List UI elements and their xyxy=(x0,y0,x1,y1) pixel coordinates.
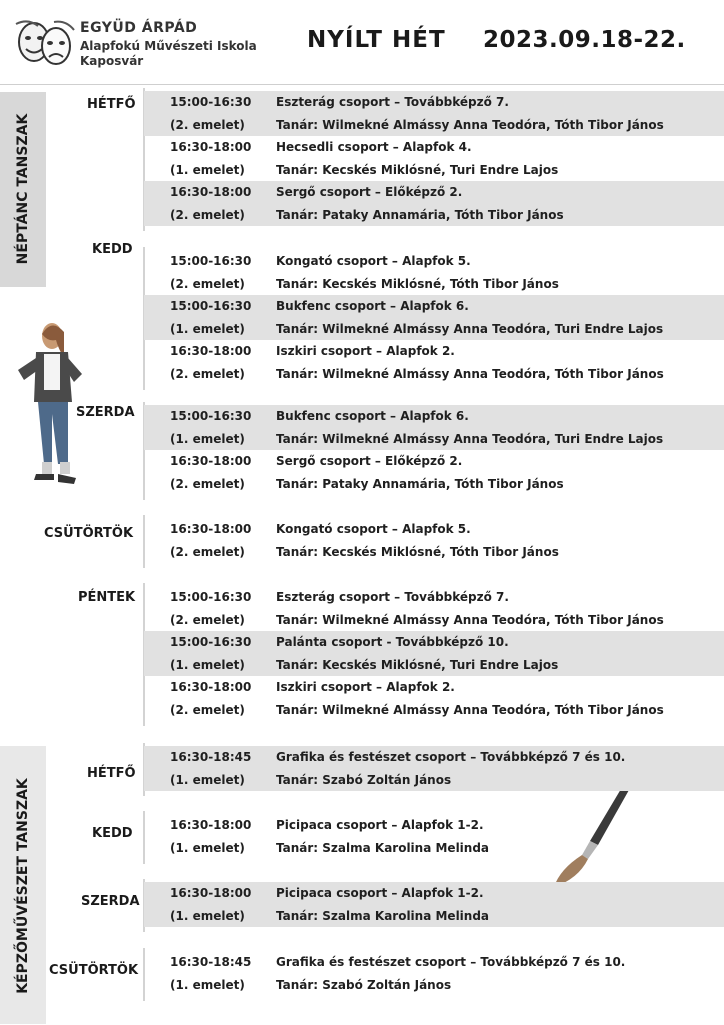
session-time: 15:00-16:30 xyxy=(170,590,252,604)
session-group: Grafika és festészet csoport – Továbbképző 7 és 10. xyxy=(276,750,626,764)
day-label: KEDD xyxy=(92,826,133,841)
session-teacher: Tanár: Wilmekné Almássy Anna Teodóra, Turi Endre Lajos xyxy=(276,322,664,336)
session-row xyxy=(144,586,724,631)
day-label: SZERDA xyxy=(81,894,140,909)
session-time: 16:30-18:00 xyxy=(170,140,252,154)
session-floor: (1. emelet) xyxy=(170,978,245,992)
session-row xyxy=(144,518,724,563)
session-group: Picipaca csoport – Alapfok 1-2. xyxy=(276,818,484,832)
session-teacher: Tanár: Kecskés Miklósné, Turi Endre Lajos xyxy=(276,163,559,177)
session-time: 16:30-18:00 xyxy=(170,680,252,694)
session-group: Hecsedli csoport – Alapfok 4. xyxy=(276,140,472,154)
session-row xyxy=(144,340,724,385)
session-time: 15:00-16:30 xyxy=(170,299,252,313)
day-label: SZERDA xyxy=(76,405,135,420)
session-time: 15:00-16:30 xyxy=(170,254,252,268)
session-row xyxy=(144,951,724,996)
session-floor: (1. emelet) xyxy=(170,163,245,177)
session-time: 16:30-18:00 xyxy=(170,454,252,468)
session-time: 16:30-18:00 xyxy=(170,886,252,900)
session-floor: (1. emelet) xyxy=(170,841,245,855)
session-group: Eszterág csoport – Továbbképző 7. xyxy=(276,590,509,604)
session-group: Iszkiri csoport – Alapfok 2. xyxy=(276,680,455,694)
session-floor: (1. emelet) xyxy=(170,773,245,787)
session-floor: (2. emelet) xyxy=(170,477,245,491)
session-row xyxy=(144,405,724,450)
session-time: 16:30-18:00 xyxy=(170,185,252,199)
session-floor: (1. emelet) xyxy=(170,322,245,336)
session-time: 16:30-18:00 xyxy=(170,344,252,358)
session-row xyxy=(144,814,724,859)
dancer-illustration-icon xyxy=(8,318,88,488)
session-floor: (1. emelet) xyxy=(170,432,245,446)
header-divider xyxy=(0,84,724,85)
session-floor: (2. emelet) xyxy=(170,703,245,717)
session-time: 15:00-16:30 xyxy=(170,409,252,423)
session-group: Bukfenc csoport – Alapfok 6. xyxy=(276,409,469,423)
session-teacher: Tanár: Wilmekné Almássy Anna Teodóra, Tóth Tibor János xyxy=(276,118,664,132)
event-dates: 2023.09.18-22. xyxy=(483,27,686,53)
day-label: CSÜTÖRTÖK xyxy=(49,963,139,978)
school-subtitle: Alapfokú Művészeti Iskola xyxy=(80,39,257,53)
session-time: 16:30-18:45 xyxy=(170,750,252,764)
dept-label-neptanc: NÉPTÁNC TANSZAK xyxy=(15,113,31,265)
session-teacher: Tanár: Szalma Karolina Melinda xyxy=(276,909,490,923)
session-floor: (2. emelet) xyxy=(170,613,245,627)
school-name: EGYÜD ÁRPÁD xyxy=(80,20,198,36)
session-floor: (2. emelet) xyxy=(170,118,245,132)
day-label: HÉTFŐ xyxy=(87,97,136,112)
session-teacher: Tanár: Wilmekné Almássy Anna Teodóra, Tóth Tibor János xyxy=(276,367,664,381)
session-time: 15:00-16:30 xyxy=(170,635,252,649)
header xyxy=(0,0,724,85)
session-floor: (1. emelet) xyxy=(170,658,245,672)
session-row xyxy=(144,91,724,136)
session-row xyxy=(144,631,724,676)
session-time: 16:30-18:45 xyxy=(170,955,252,969)
session-group: Kongató csoport – Alapfok 5. xyxy=(276,254,471,268)
session-row xyxy=(144,676,724,721)
session-row xyxy=(144,746,724,791)
session-time: 16:30-18:00 xyxy=(170,522,252,536)
session-group: Kongató csoport – Alapfok 5. xyxy=(276,522,471,536)
session-teacher: Tanár: Wilmekné Almássy Anna Teodóra, Tóth Tibor János xyxy=(276,703,664,717)
day-label: HÉTFŐ xyxy=(87,766,136,781)
day-label: PÉNTEK xyxy=(78,590,136,605)
session-group: Grafika és festészet csoport – Továbbképző 7 és 10. xyxy=(276,955,626,969)
session-teacher: Tanár: Szabó Zoltán János xyxy=(276,978,452,992)
session-row xyxy=(144,882,724,927)
day-label: KEDD xyxy=(92,242,133,257)
session-floor: (2. emelet) xyxy=(170,545,245,559)
session-group: Sergő csoport – Előképző 2. xyxy=(276,454,463,468)
session-group: Sergő csoport – Előképző 2. xyxy=(276,185,463,199)
session-floor: (2. emelet) xyxy=(170,277,245,291)
dept-label-kepzomuveszet: KÉPZŐMŰVÉSZET TANSZAK xyxy=(15,778,31,994)
session-group: Eszterág csoport – Továbbképző 7. xyxy=(276,95,509,109)
session-row xyxy=(144,250,724,295)
session-teacher: Tanár: Wilmekné Almássy Anna Teodóra, Turi Endre Lajos xyxy=(276,432,664,446)
theatre-masks-logo-icon xyxy=(14,16,76,72)
session-teacher: Tanár: Kecskés Miklósné, Turi Endre Lajos xyxy=(276,658,559,672)
session-teacher: Tanár: Kecskés Miklósné, Tóth Tibor János xyxy=(276,545,559,559)
session-teacher: Tanár: Szabó Zoltán János xyxy=(276,773,452,787)
session-teacher: Tanár: Szalma Karolina Melinda xyxy=(276,841,490,855)
session-time: 15:00-16:30 xyxy=(170,95,252,109)
session-floor: (2. emelet) xyxy=(170,367,245,381)
session-teacher: Tanár: Pataky Annamária, Tóth Tibor János xyxy=(276,477,564,491)
event-title: NYÍLT HÉT xyxy=(307,27,446,53)
school-city: Kaposvár xyxy=(80,54,144,68)
session-time: 16:30-18:00 xyxy=(170,818,252,832)
session-row xyxy=(144,136,724,181)
session-floor: (1. emelet) xyxy=(170,909,245,923)
session-group: Bukfenc csoport – Alapfok 6. xyxy=(276,299,469,313)
day-label: CSÜTÖRTÖK xyxy=(44,526,134,541)
session-row xyxy=(144,181,724,226)
session-teacher: Tanár: Pataky Annamária, Tóth Tibor János xyxy=(276,208,564,222)
session-row xyxy=(144,450,724,495)
session-teacher: Tanár: Kecskés Miklósné, Tóth Tibor János xyxy=(276,277,559,291)
session-teacher: Tanár: Wilmekné Almássy Anna Teodóra, Tóth Tibor János xyxy=(276,613,664,627)
session-group: Palánta csoport - Továbbképző 10. xyxy=(276,635,509,649)
session-group: Picipaca csoport – Alapfok 1-2. xyxy=(276,886,484,900)
session-floor: (2. emelet) xyxy=(170,208,245,222)
session-row xyxy=(144,295,724,340)
session-group: Iszkiri csoport – Alapfok 2. xyxy=(276,344,455,358)
